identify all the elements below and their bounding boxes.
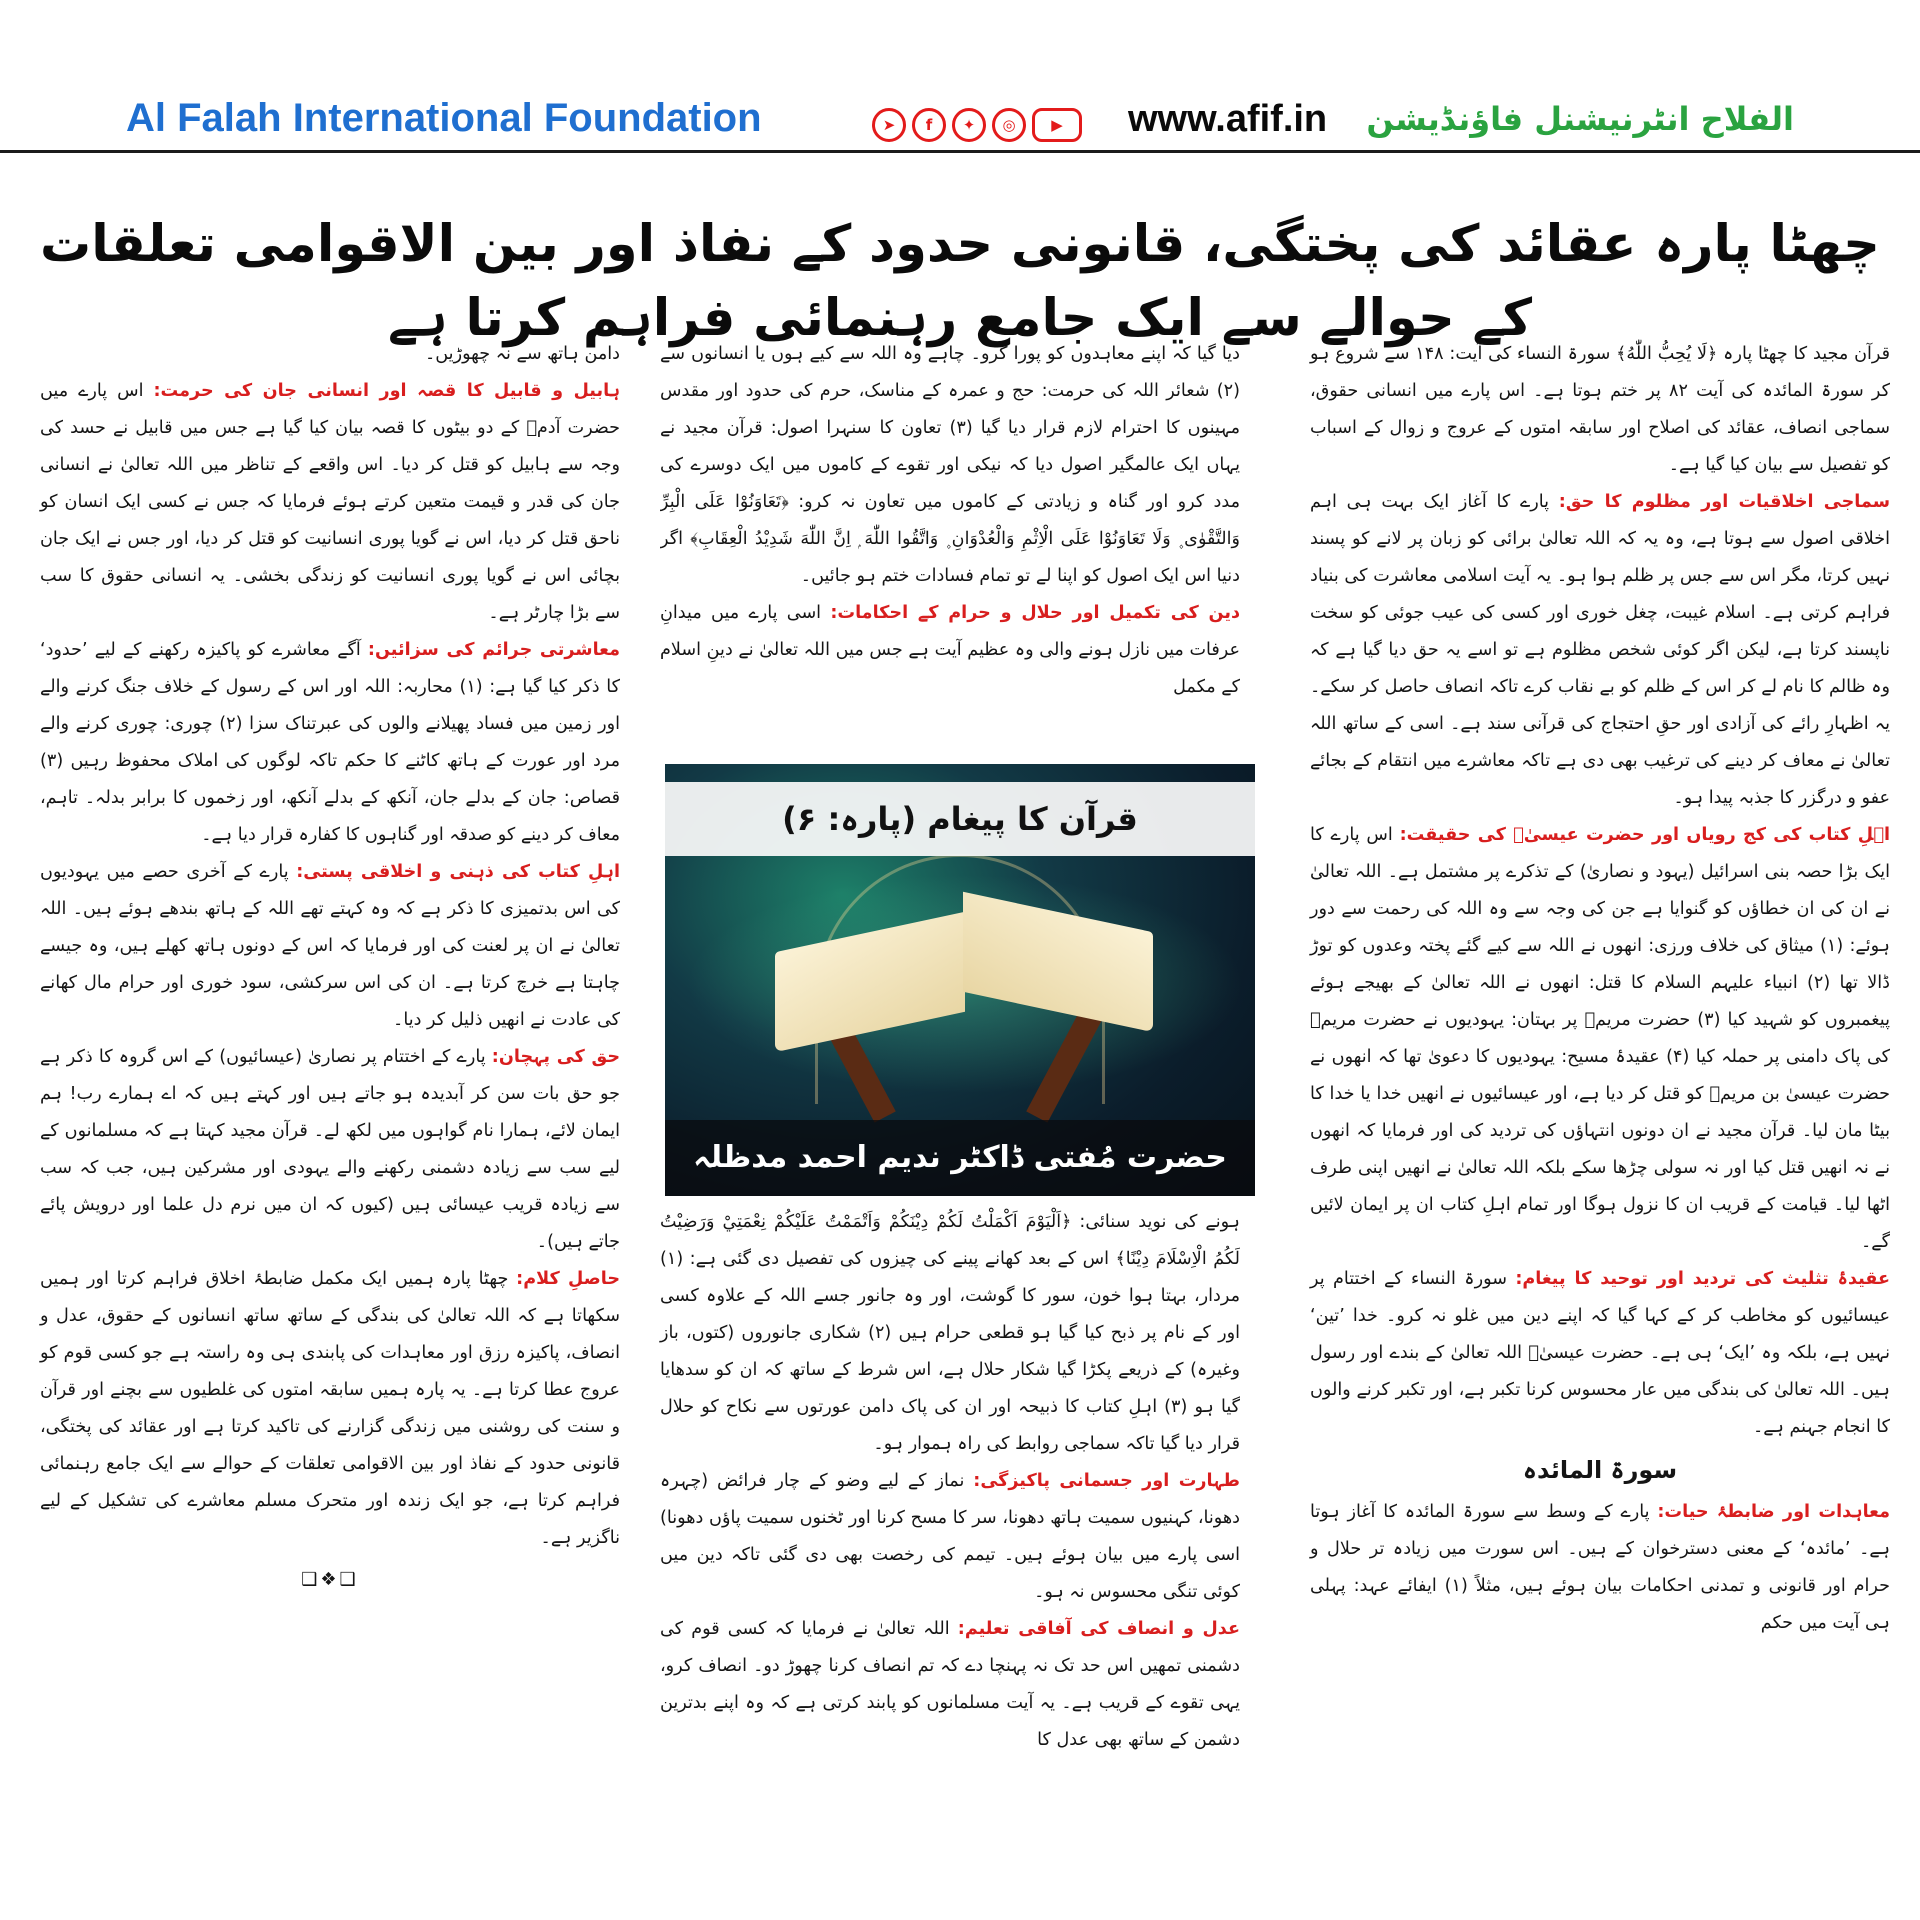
intro-paragraph [1310, 336, 1890, 484]
section-paragraph [40, 1039, 620, 1261]
section-heading: سماجی اخلاقیات اور مظلوم کا حق: [1558, 492, 1890, 512]
section-text: آگے معاشرے کو پاکیزہ رکھنے کے لیے ’حدود‘ کا ذکر کیا گیا ہے: (۱) محاربہ: اللہ اور اس کے رسول کے خلاف جنگ کرنے والے اور زمین میں فساد پھیلانے والوں کی عبرتناک سزا (۲) چوری: چوری کرنے والے مرد اور عورت کے ہاتھ کاٹنے کا حکم تاکہ لوگوں کی املاک محفوظ رہیں (۳) قصاص: جان کے بدلے جان، آنکھ کے بدلے آنکھ، اور زخموں کا برابر بدلہ۔ تاہم، معاف کر دینے کو صدقہ اور گناہوں کا کفارہ قرار دیا ہے۔ [40, 640, 621, 845]
intro-text: قرآن مجید کا چھٹا پارہ ﴿لَا يُحِبُّ اللّٰهُ﴾ سورۃ النساء کی آیت: ۱۴۸ سے شروع ہو کر سورۃ المائدہ کی آیت ۸۲ پر ختم ہوتا ہے۔ اس پارے میں انسانی حقوق، سماجی انصاف، عقائد کی اصلاح اور سابقہ امتوں کے عروج و زوال کے اسباب کو تفصیل سے بیان کیا گیا ہے۔ [1310, 344, 1891, 475]
section-text: پارے کے اختتام پر نصاریٰ (عیسائیوں) کے اس گروہ کا ذکر ہے جو حق بات سن کر آبدیدہ ہو جاتے ہیں اور کہتے ہیں کہ اے ہمارے رب! ہم ایمان لائے، ہمارا نام گواہوں میں لکھ لے۔ قرآن مجید کہتا ہے کہ مسلمانوں کے لیے سب سے زیادہ دشمنی رکھنے والے یہودی اور مشرکین ہیں، جب کہ سب سے زیادہ قریب عیسائی ہیں (کیوں کہ ان میں نرم دل علما اور درویش پائے جاتے ہیں)۔ [40, 1047, 620, 1252]
end-marks: ❑❖❑ [301, 1569, 359, 1590]
brand-english: Al Falah International Foundation [126, 96, 762, 140]
middle-top-block [660, 336, 1240, 756]
section-text: اسی پارے میں میدانِ عرفات میں نازل ہونے والی وہ عظیم آیت ہے جس میں اللہ تعالیٰ نے دینِ اسلام کے مکمل [660, 603, 1240, 697]
website-link[interactable]: www.afif.in [1128, 98, 1328, 140]
section-text: اس کے بعد کھانے پینے کی چیزوں کی تفصیل دی گئی ہے: (۱) مردار، بہتا ہوا خون، سور کا گوشت، اور وہ جانور جسے اللہ کے علاوہ کسی اور کے نام پر ذبح کیا گیا ہو قطعی حرام ہیں (۲) شکاری جانوروں (کتوں، باز وغیرہ) کے ذریعے پکڑا گیا شکار حلال ہے، اس شرط کے ساتھ کہ ان کو سدھایا گیا ہو (۳) اہلِ کتاب کا ذبیحہ اور ان کی پاک دامن عورتوں سے نکاح کو حلال قرار دیا گیا تاکہ سماجی روابط کی راہ ہموار ہو۔ [660, 1249, 1240, 1454]
facebook-icon[interactable]: f [912, 108, 946, 142]
instagram-icon[interactable]: ◎ [992, 108, 1026, 142]
brand-urdu: الفلاح انٹرنیشنل فاؤنڈیشن [1366, 100, 1794, 138]
poster-author: حضرت مُفتی ڈاکٹر ندیم احمد مدظلہ [665, 1120, 1255, 1196]
youtube-icon[interactable]: ▶ [1032, 108, 1082, 142]
section-paragraph [1310, 1494, 1890, 1642]
section-paragraph [660, 1611, 1240, 1759]
twitter-icon[interactable]: ✦ [952, 108, 986, 142]
section-text: اللہ تعالیٰ نے فرمایا کہ کسی قوم کی دشمنی تمھیں اس حد تک نہ پہنچا دے کہ تم انصاف کرنا چھوڑ دو۔ انصاف کرو، یہی تقوے کے قریب ہے۔ یہ آیت مسلمانوں کو پابند کرتی ہے کہ وہ اپنے بدترین دشمن کے ساتھ بھی عدل کا [660, 1619, 1240, 1750]
header-divider [0, 150, 1920, 153]
poster-title: قرآن کا پیغام (پارہ: ۶) [665, 782, 1255, 856]
column-middle [660, 336, 1240, 756]
section-text: اس پارے کا ایک بڑا حصہ بنی اسرائیل (یہود و نصاریٰ) کے تذکرے پر مشتمل ہے۔ اللہ تعالیٰ نے ان کی ان خطاؤں کو گنوایا ہے جن کی وجہ سے وہ اللہ کی رحمت سے دور ہوئے: (۱) میثاق کی خلاف ورزی: انھوں نے اللہ سے کیے گئے پختہ وعدوں کو توڑ ڈالا تھا (۲) انبیاء علیہم السلام کا قتل: انھوں نے اللہ تعالیٰ کے بھیجے ہوئے پیغمبروں کو شہید کیا (۳) حضرت مریمؑ پر بہتان: یہودیوں نے حضرت مریمؑ کی پاک دامنی پر حملہ کیا (۴) عقیدۂ مسیح: یہودیوں کا دعویٰ تھا کہ انھوں نے حضرت عیسیٰ بن مریمؑ کو قتل کر دیا ہے، اور عیسائیوں نے انھیں خدا یا خدا کا بیٹا مان لیا۔ قرآن مجید نے ان دونوں انتہاؤں کی تردید کی اور فرمایا کہ انھوں نے نہ انھیں قتل کیا اور نہ سولی چڑھا سکے بلکہ اللہ تعالیٰ نے انھیں اپنی طرف اٹھا لیا۔ قیامت کے قریب ان کا نزول ہوگا اور تمام اہلِ کتاب ان پر ایمان لائیں گے۔ [1310, 825, 1890, 1252]
section-paragraph [1310, 1261, 1890, 1446]
column-middle-lower [660, 1204, 1240, 1759]
section-text: سورۃ النساء کے اختتام پر عیسائیوں کو مخاطب کر کے کہا گیا کہ اپنے دین میں غلو نہ کرو۔ خدا ’تین‘ نہیں ہے، بلکہ وہ ’ایک‘ ہی ہے۔ حضرت عیسیٰؑ اللہ تعالیٰ کے بندے اور رسول ہیں۔ اللہ تعالیٰ کی بندگی میں عار محسوس کرنا تکبر ہے، اور تکبر کرنے والوں کا انجام جہنم ہے۔ [1310, 1269, 1890, 1437]
section-heading: اہلِ کتاب کی ذہنی و اخلاقی پستی: [296, 862, 621, 882]
section-heading: دین کی تکمیل اور حلال و حرام کے احکامات: [830, 603, 1240, 623]
section-text: دامن ہاتھ سے نہ چھوڑیں۔ [424, 344, 620, 364]
masthead [0, 96, 1920, 154]
section-heading: عدل و انصاف کی آفاقی تعلیم: [957, 1619, 1240, 1639]
section-text: چھٹا پارہ ہمیں ایک مکمل ضابطۂ اخلاق فراہم کرتا اور ہمیں سکھاتا ہے کہ اللہ تعالیٰ کی بندگی کے ساتھ ساتھ انسانوں کے حقوق، عدل و انصاف، پاکیزہ رزق اور معاہدات کی پابندی ہی وہ راستہ ہے جو کسی قوم کو عروج عطا کرتا ہے۔ یہ پارہ ہمیں سابقہ امتوں کی غلطیوں سے بچنے اور قرآن و سنت کی روشنی میں زندگی گزارنے کی تاکید کرتا ہے اور عقائد کی پختگی، قانونی حدود کے نفاذ اور بین الاقوامی تعلقات کے حوالے سے ایک جامع رہنمائی فراہم کرتا ہے، جو ایک زندہ اور متحرک مسلم معاشرے کی تشکیل کے لیے ناگزیر ہے۔ [40, 1269, 620, 1548]
social-links [872, 108, 1082, 142]
telegram-icon[interactable]: ➤ [872, 108, 906, 142]
column-left [40, 336, 620, 1598]
section-heading: حاصلِ کلام: [516, 1269, 620, 1289]
section-paragraph [1310, 484, 1890, 817]
page-title: چھٹا پارہ عقائد کی پختگی، قانونی حدود کے نفاذ اور بین الاقوامی تعلقات کے حوالے سے ایک جامع رہنمائی فراہم کرتا ہے [40, 215, 1880, 348]
section-paragraph [660, 1463, 1240, 1611]
section-text: پارے کا آغاز ایک بہت ہی اہم اخلاقی اصول سے ہوتا ہے، وہ یہ کہ اللہ تعالیٰ برائی کو زبان پر لانے کو پسند نہیں کرتا، مگر اس سے جس پر ظلم ہوا ہو۔ یہ آیت اسلامی معاشرت کی بنیاد فراہم کرتی ہے۔ اسلام غیبت، چغل خوری اور کسی کی عیب جوئی کو سخت ناپسند کرتا ہے، لیکن اگر کوئی شخص مظلوم ہے تو اسے یہ حق دیا گیا ہے کہ وہ ظالم کا نام لے کر اس کے ظلم کو بے نقاب کرے تاکہ انصاف حاصل کر سکے۔ یہ اظہارِ رائے کی آزادی اور حقِ احتجاج کی قرآنی سند ہے۔ اسی کے ساتھ اللہ تعالیٰ نے معاف کر دینے کی ترغیب بھی دی ہے تاکہ معاشرے میں انتقام کے بجائے عفو و درگزر کا جذبہ پیدا ہو۔ [1310, 492, 1890, 808]
section-heading: حق کی پہچان: [491, 1047, 620, 1067]
section-text: ہونے کی نوید سنائی: [1079, 1212, 1240, 1232]
section-heading: معاہدات اور ضابطۂ حیات: [1657, 1502, 1891, 1522]
section-paragraph [660, 595, 1240, 706]
quran-verse: ﴿تَعَاوَنُوْا عَلَى الْبِرِّ وَالتَّقْوٰى ۪ وَلَا تَعَاوَنُوْا عَلَى الْاِثْمِ وَالْعُدْوَانِ ۪ وَاتَّقُوا اللّٰهَ ۭ اِنَّ اللّٰهَ شَدِيْدُ الْعِقَابِ﴾ [660, 492, 1240, 549]
section-paragraph [40, 632, 620, 854]
section-heading: ہابیل و قابیل کا قصہ اور انسانی جان کی حرمت: [153, 381, 621, 401]
section-paragraph [40, 336, 620, 373]
section-paragraph [1310, 817, 1890, 1261]
section-text: پارے کے وسط سے سورۃ المائدہ کا آغاز ہوتا ہے۔ ’مائدہ‘ کے معنی دسترخوان کے ہیں۔ اس سورت میں زیادہ تر حلال و حرام اور قانونی و تمدنی احکامات بیان ہوئے ہیں، مثلاً (۱) ایفائے عہد: پہلی ہی آیت میں حکم [1310, 1502, 1890, 1633]
section-text: اس پارے میں حضرت آدمؑ کے دو بیٹوں کا قصہ بیان کیا گیا ہے جس میں قابیل نے حسد کی وجہ سے ہابیل کو قتل کر دیا۔ اس واقعے کے تناظر میں اللہ تعالیٰ نے انسانی جان کی قدر و قیمت متعین کرتے ہوئے فرمایا کہ جس نے کسی ایک انسان کو ناحق قتل کر دیا، اس نے گویا پوری انسانیت کو قتل کر دیا، اور جس نے ایک جان بچائی اس نے گویا پوری انسانیت کو زندگی بخشی۔ یہ انسانی حقوق کا سب سے بڑا چارٹر ہے۔ [40, 381, 620, 623]
section-text: دیا گیا کہ اپنے معاہدوں کو پورا کرو۔ چاہے وہ اللہ سے کیے ہوں یا انسانوں سے (۲) شعائر اللہ کی حرمت: حج و عمرہ کے مناسک، حرم کی حدود اور مقدس مہینوں کا احترام لازم قرار دیا گیا (۳) تعاون کا سنہرا اصول: قرآن مجید نے یہاں ایک عالمگیر اصول دیا کہ نیکی اور تقوے کے کاموں میں ایک دوسرے کی مدد کرو اور گناہ و زیادتی کے کاموں میں تعاون نہ کرو: [660, 344, 1240, 512]
column-right [1310, 336, 1890, 1642]
section-paragraph [660, 336, 1240, 595]
section-paragraph [40, 1261, 620, 1557]
section-text: پارے کے آخری حصے میں یہودیوں کی اس بدتمیزی کا ذکر ہے کہ وہ کہتے تھے اللہ کے ہاتھ بندھے ہوئے ہیں۔ اللہ تعالیٰ نے ان پر لعنت کی اور فرمایا کہ اس کے دونوں ہاتھ کھلے ہیں، وہ جیسے چاہتا ہے خرچ کرتا ہے۔ ان کی اس سرکشی، سود خوری اور حرام مال کھانے کی عادت نے انھیں ذلیل کر دیا۔ [40, 862, 620, 1030]
quran-poster-image [665, 764, 1255, 1196]
section-heading: طہارت اور جسمانی پاکیزگی: [973, 1471, 1241, 1491]
section-heading: اہلِ کتاب کی کج رویاں اور حضرت عیسیٰؑ کی حقیقت: [1399, 825, 1890, 845]
section-paragraph [40, 373, 620, 632]
section-paragraph [660, 1204, 1240, 1463]
section-text: نماز کے لیے وضو کے چار فرائض (چہرہ دھونا، کہنیوں سمیت ہاتھ دھونا، سر کا مسح کرنا اور ٹخنوں سمیت پاؤں دھونا) اسی پارے میں بیان ہوئے ہیں۔ تیمم کی رخصت بھی دی گئی تاکہ دین میں کوئی تنگی محسوس نہ ہو۔ [660, 1471, 1240, 1602]
section-paragraph [40, 854, 620, 1039]
section-text: اگر دنیا اس ایک اصول کو اپنا لے تو تمام فسادات ختم ہو جائیں۔ [660, 529, 1240, 586]
section-heading: معاشرتی جرائم کی سزائیں: [367, 640, 620, 660]
quran-verse: ﴿اَلْيَوْمَ اَكْمَلْتُ لَكُمْ دِيْنَكُمْ وَاَتْمَمْتُ عَلَيْكُمْ نِعْمَتِيْ وَرَضِيْتُ لَكُمُ الْاِسْلَامَ دِيْنًا﴾ [660, 1212, 1240, 1269]
surah-title: سورۃ المائدہ [1522, 1456, 1678, 1484]
section-heading: عقیدۂ تثلیث کی تردید اور توحید کا پیغام: [1515, 1269, 1890, 1289]
